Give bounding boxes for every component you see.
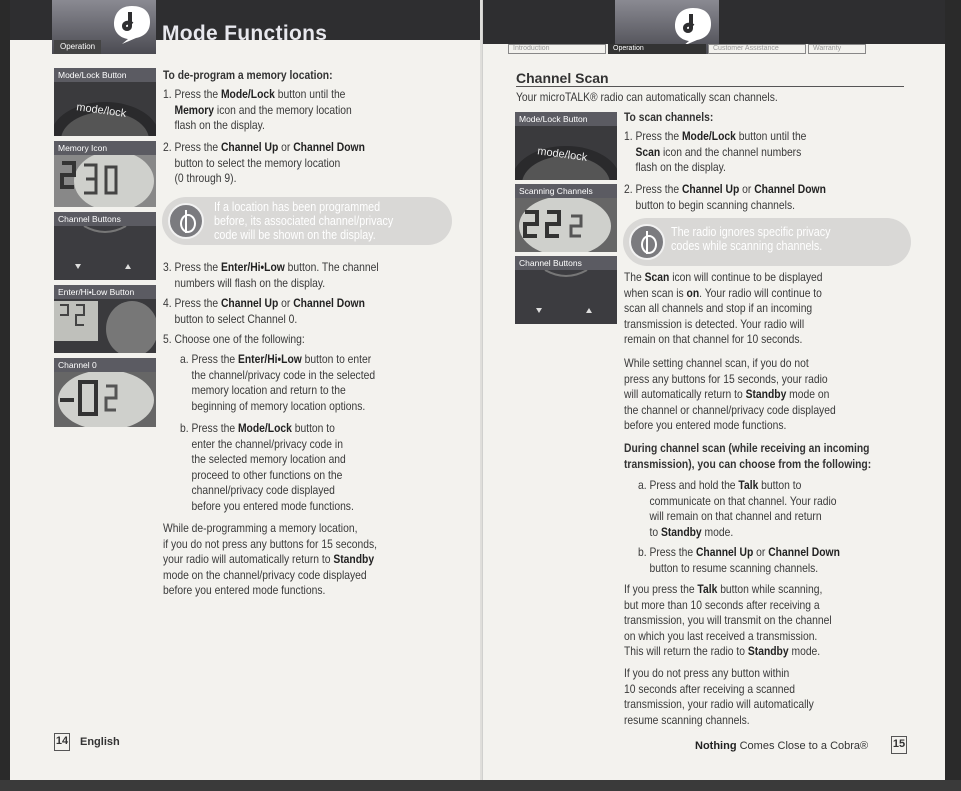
para-text: 10 seconds after receiving a scanned bbox=[624, 681, 795, 696]
step-text: icon and the channel numbers bbox=[660, 144, 802, 159]
step-bold: Channel Down bbox=[754, 182, 826, 196]
sub-bold: Channel Up bbox=[695, 545, 754, 559]
para-text: If you press the bbox=[624, 582, 698, 596]
side-image-scanning bbox=[515, 184, 617, 252]
bold-instruction-heading bbox=[624, 441, 871, 472]
mode-lock-text: mode/lock bbox=[536, 145, 588, 165]
step-bold: Channel Up bbox=[220, 140, 279, 154]
step-text: or bbox=[278, 140, 294, 154]
footer-language: English bbox=[80, 736, 120, 748]
section-rule bbox=[516, 86, 904, 87]
enter-hilow-button-icon bbox=[54, 299, 156, 353]
sub-text: button to resume scanning channels. bbox=[649, 560, 819, 575]
step-text: numbers will flash on the display. bbox=[174, 275, 326, 290]
sub-text: before you entered mode functions. bbox=[191, 498, 354, 513]
note-text bbox=[671, 225, 831, 253]
step-text: button until the bbox=[274, 87, 346, 101]
mode-lock-text: mode/lock bbox=[75, 101, 127, 121]
para-text: button while scanning, bbox=[717, 582, 823, 596]
sub-text: enter the channel/privacy code in bbox=[191, 436, 343, 451]
step-text: icon and the memory location bbox=[214, 102, 352, 117]
para-bold: Scan bbox=[644, 270, 670, 284]
sub-letter: a. bbox=[638, 478, 647, 492]
sub-text: communicate on that channel. Your radio bbox=[649, 493, 837, 508]
para-text: but more than 10 seconds after receiving a bbox=[624, 597, 820, 612]
step-text: Choose one of the following: bbox=[174, 332, 305, 346]
step-text: Press the bbox=[174, 140, 221, 154]
scan-heading: To scan channels: bbox=[624, 110, 714, 124]
lcd-channel-0-icon bbox=[54, 372, 156, 427]
scan-para-3 bbox=[624, 582, 832, 660]
sub-bold: Channel Down bbox=[768, 545, 840, 559]
page-number-left: 14 bbox=[54, 733, 70, 751]
tagline-bold: Nothing bbox=[695, 740, 737, 752]
side-label: Scanning Channels bbox=[515, 184, 617, 198]
step-bold: Channel Down bbox=[293, 140, 365, 154]
step-text: button to select the memory location bbox=[174, 155, 341, 170]
para-text: when scan is bbox=[624, 285, 687, 300]
sub-text: channel/privacy code displayed bbox=[191, 483, 335, 497]
channel-arrows-icon bbox=[515, 270, 617, 324]
para-bold: Standby bbox=[747, 644, 789, 658]
para-text: While de-programming a memory location, bbox=[163, 521, 358, 535]
side-image-mode-lock bbox=[54, 68, 156, 136]
side-image-memory-icon bbox=[54, 141, 156, 207]
tagline-text: Comes Close to a Cobra® bbox=[736, 740, 869, 752]
para-text: mode on bbox=[786, 387, 830, 401]
note-line: code will be shown on the display. bbox=[214, 228, 376, 242]
para-text: mode. bbox=[788, 644, 821, 658]
scan-sub-b bbox=[638, 545, 840, 576]
note-box-left bbox=[162, 197, 452, 245]
para-text: scan all channels and stop if an incoming bbox=[624, 301, 813, 315]
sub-option-a bbox=[180, 352, 375, 414]
scan-sub-a bbox=[638, 478, 837, 540]
note-text bbox=[214, 200, 393, 242]
side-label: Channel 0 bbox=[54, 358, 156, 372]
channel-arrows-icon bbox=[54, 226, 156, 280]
scan-para-2 bbox=[624, 356, 836, 434]
sub-text: to bbox=[649, 524, 661, 539]
para-text: on which you last received a transmission. bbox=[624, 628, 818, 643]
step-text: flash on the display. bbox=[635, 160, 726, 174]
footer-tagline bbox=[695, 740, 868, 752]
para-bold: on bbox=[686, 285, 700, 300]
step-text: or bbox=[278, 296, 294, 310]
note-line: codes while scanning channels. bbox=[671, 239, 823, 253]
step-text: button. The channel bbox=[284, 260, 379, 274]
note-box-right bbox=[623, 218, 911, 266]
sub-text: Press and hold the bbox=[649, 478, 739, 492]
para-text: icon will continue to be displayed bbox=[669, 270, 823, 284]
sub-text: will remain on that channel and return bbox=[649, 509, 822, 523]
section-tab-operation: Operation bbox=[54, 40, 101, 54]
para-bold: Talk bbox=[697, 582, 718, 596]
side-image-channel-0 bbox=[54, 358, 156, 427]
info-icon bbox=[168, 203, 204, 239]
sub-bold: Talk bbox=[738, 478, 759, 492]
step-bold: Channel Up bbox=[681, 182, 740, 196]
step-bold: Enter/Hi•Low bbox=[220, 260, 285, 274]
side-label: Mode/Lock Button bbox=[515, 112, 617, 126]
para-text: . Your radio will continue to bbox=[699, 285, 822, 300]
side-image-channel-buttons bbox=[515, 256, 617, 324]
side-label: Channel Buttons bbox=[54, 212, 156, 226]
step-3 bbox=[163, 260, 379, 291]
step-number: 1. bbox=[163, 87, 172, 101]
sub-text: button to bbox=[291, 421, 335, 435]
sub-text: the selected memory location and bbox=[191, 452, 346, 466]
step-text: button to begin scanning channels. bbox=[635, 197, 795, 212]
intro-text: Your microTALK® radio can automatically scan channels. bbox=[516, 90, 778, 104]
side-label: Mode/Lock Button bbox=[54, 68, 156, 82]
step-number: 4. bbox=[163, 296, 172, 310]
note-line: before, its associated channel/privacy bbox=[214, 214, 394, 228]
section-title: Channel Scan bbox=[516, 70, 609, 86]
note-line: If a location has been programmed bbox=[214, 200, 381, 214]
step-4 bbox=[163, 296, 365, 327]
side-label: Memory Icon bbox=[54, 141, 156, 155]
para-text: the channel or channel/privacy code displayed bbox=[624, 402, 836, 417]
closing-paragraph-left bbox=[163, 521, 377, 599]
para-bold: Standby bbox=[745, 387, 787, 401]
step-2 bbox=[163, 140, 365, 187]
step-text: Press the bbox=[635, 129, 682, 143]
para-text: transmission, you will transmit on the channel bbox=[624, 613, 832, 627]
info-icon bbox=[629, 224, 665, 260]
step-number: 5. bbox=[163, 332, 172, 346]
sub-text: mode. bbox=[701, 524, 734, 539]
sub-text: proceed to other functions on the bbox=[191, 467, 343, 482]
sub-text: or bbox=[753, 545, 769, 559]
para-text: your radio will automatically return to bbox=[163, 552, 334, 566]
para-text: While setting channel scan, if you do not bbox=[624, 356, 809, 370]
scan-step-2 bbox=[624, 182, 826, 213]
para-text: transmission, your radio will automatically bbox=[624, 697, 814, 711]
para-text: resume scanning channels. bbox=[624, 712, 750, 727]
step-text: button to select Channel 0. bbox=[174, 311, 298, 326]
speech-bubble-icon bbox=[671, 4, 715, 46]
para-text: before you entered mode functions. bbox=[163, 583, 326, 597]
step-text: Press the bbox=[174, 296, 221, 310]
sub-text: button to bbox=[758, 478, 802, 492]
sub-letter: b. bbox=[638, 545, 647, 559]
tab-operation: Operation bbox=[608, 44, 706, 54]
step-bold: Mode/Lock bbox=[681, 129, 736, 143]
side-label: Channel Buttons bbox=[515, 256, 617, 270]
step-bold: Mode/Lock bbox=[220, 87, 275, 101]
tab-introduction: Introduction bbox=[508, 44, 606, 54]
left-page bbox=[10, 0, 480, 780]
para-text: press any buttons for 15 seconds, your radio bbox=[624, 371, 828, 386]
sub-text: Press the bbox=[191, 352, 238, 366]
step-5 bbox=[163, 332, 305, 348]
step-text: button until the bbox=[735, 129, 807, 143]
step-text: or bbox=[739, 182, 755, 196]
sub-text: beginning of memory location options. bbox=[191, 398, 366, 413]
scan-step-1 bbox=[624, 129, 806, 176]
step-bold: Memory bbox=[174, 102, 215, 117]
para-text: The bbox=[624, 270, 645, 284]
step-bold: Channel Down bbox=[293, 296, 365, 310]
sub-letter: b. bbox=[180, 421, 189, 435]
heading-line: During channel scan (while receiving an incoming bbox=[624, 441, 870, 455]
side-image-mode-lock bbox=[515, 112, 617, 180]
scan-para-1 bbox=[624, 270, 822, 348]
side-image-enter-button bbox=[54, 285, 156, 353]
side-image-channel-buttons bbox=[54, 212, 156, 280]
sub-text: memory location and return to the bbox=[191, 383, 346, 397]
mode-lock-button-icon bbox=[515, 126, 617, 180]
para-text: if you do not press any buttons for 15 seconds, bbox=[163, 536, 377, 551]
step-number: 2. bbox=[624, 182, 633, 196]
lcd-scanning-icon bbox=[515, 198, 617, 252]
para-text: transmission is detected. Your radio will bbox=[624, 316, 805, 331]
note-line: The radio ignores specific privacy bbox=[671, 225, 831, 239]
step-bold: Scan bbox=[635, 144, 661, 159]
page-number-right: 15 bbox=[891, 736, 907, 754]
sub-text: the channel/privacy code in the selected bbox=[191, 367, 376, 382]
scan-para-4 bbox=[624, 666, 814, 728]
sub-bold: Mode/Lock bbox=[237, 421, 292, 435]
tab-customer-assistance: Customer Assistance bbox=[708, 44, 806, 54]
para-text: remain on that channel for 10 seconds. bbox=[624, 332, 803, 346]
step-text: (0 through 9). bbox=[174, 171, 237, 185]
step-text: Press the bbox=[174, 260, 221, 274]
para-text: If you do not press any button within bbox=[624, 666, 790, 680]
mode-lock-button-icon bbox=[54, 82, 156, 136]
step-number: 3. bbox=[163, 260, 172, 274]
sub-letter: a. bbox=[180, 352, 189, 366]
lcd-display-icon bbox=[54, 155, 156, 207]
para-text: before you entered mode functions. bbox=[624, 418, 787, 432]
heading-line: transmission), you can choose from the following: bbox=[624, 456, 872, 471]
sub-text: Press the bbox=[191, 421, 238, 435]
step-text: flash on the display. bbox=[174, 118, 265, 132]
page-title: Mode Functions bbox=[162, 22, 328, 45]
section-tabs bbox=[508, 44, 866, 54]
step-1 bbox=[163, 87, 352, 134]
para-text: This will return the radio to bbox=[624, 644, 748, 658]
speech-bubble-icon bbox=[110, 2, 154, 44]
background-edge bbox=[0, 780, 961, 791]
sub-bold: Enter/Hi•Low bbox=[237, 352, 302, 366]
step-text: Press the bbox=[635, 182, 682, 196]
step-number: 1. bbox=[624, 129, 633, 143]
para-text: will automatically return to bbox=[624, 387, 746, 401]
tab-warranty: Warranty bbox=[808, 44, 866, 54]
step-text: Press the bbox=[174, 87, 221, 101]
right-page bbox=[483, 0, 945, 780]
sub-bold: Standby bbox=[660, 524, 702, 539]
step-number: 2. bbox=[163, 140, 172, 154]
para-text: mode on the channel/privacy code displayed bbox=[163, 567, 367, 582]
deprogram-heading: To de-program a memory location: bbox=[163, 68, 333, 82]
sub-option-b bbox=[180, 421, 354, 514]
sub-text: button to enter bbox=[301, 352, 372, 366]
para-bold: Standby bbox=[333, 552, 375, 566]
step-bold: Channel Up bbox=[220, 296, 279, 310]
sub-text: Press the bbox=[649, 545, 696, 559]
side-label: Enter/Hi•Low Button bbox=[54, 285, 156, 299]
